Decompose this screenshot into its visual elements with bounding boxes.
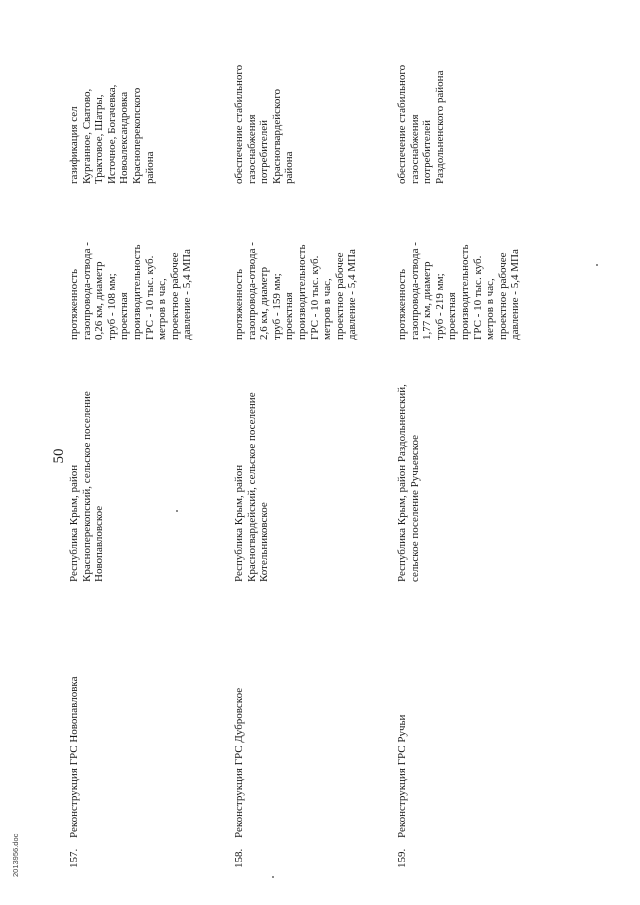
scan-speck	[176, 510, 178, 512]
object-name: Реконструкция ГРС Дубровское	[233, 687, 245, 838]
row-number: 158.	[233, 848, 245, 868]
object-location: Республика Крым, район Раздольненский, сельское поселение Ручьевское	[396, 384, 421, 582]
footer-document-code: 2013956.doc	[11, 833, 20, 877]
row-number: 157.	[68, 848, 80, 868]
object-purpose: обеспечение стабильного газоснабжения потребителей Раздольненского района	[396, 64, 446, 184]
object-location: Республика Крым, район Красноперекопский, сельское поселение Новопавловское	[68, 391, 106, 582]
object-parameters: протяженность газопровода-отвода - 0,26 км, диаметр труб - 108 мм; проектная производительность ГРС - 10 тыс. куб. метров в час, проектное рабочее давление - 5,4 МПа	[68, 242, 194, 340]
scan-speck	[596, 264, 598, 266]
row-number: 159.	[396, 848, 408, 868]
page-number: 50	[51, 448, 67, 464]
object-name: Реконструкция ГРС Ручьи	[396, 714, 408, 838]
object-purpose: газификация сел Курганное, Сватово, Трактовое, Шатры, Источное, Богачевка, Новоалександровка Красноперекопского района	[68, 84, 156, 184]
object-location: Республика Крым, район Красногвардейский, сельское поселение Котельниковское	[233, 392, 271, 582]
scan-speck	[272, 876, 274, 878]
object-parameters: протяженность газопровода-отвода - 2,6 км, диаметр труб - 159 мм; проектная производительность ГРС - 10 тыс. куб. метров в час, проектное рабочее давление - 5,4 МПа	[233, 242, 359, 340]
object-name: Реконструкция ГРС Новопавловка	[68, 676, 80, 838]
object-parameters: протяженность газопровода-отвода - 1,77 км, диаметр труб - 219 мм; проектная производительность ГРС - 10 тыс. куб. метров в час, проектное рабочее давление - 5,4 МПа	[396, 242, 522, 340]
object-purpose: обеспечение стабильного газоснабжения потребителей Красногвардейского района	[233, 64, 296, 184]
